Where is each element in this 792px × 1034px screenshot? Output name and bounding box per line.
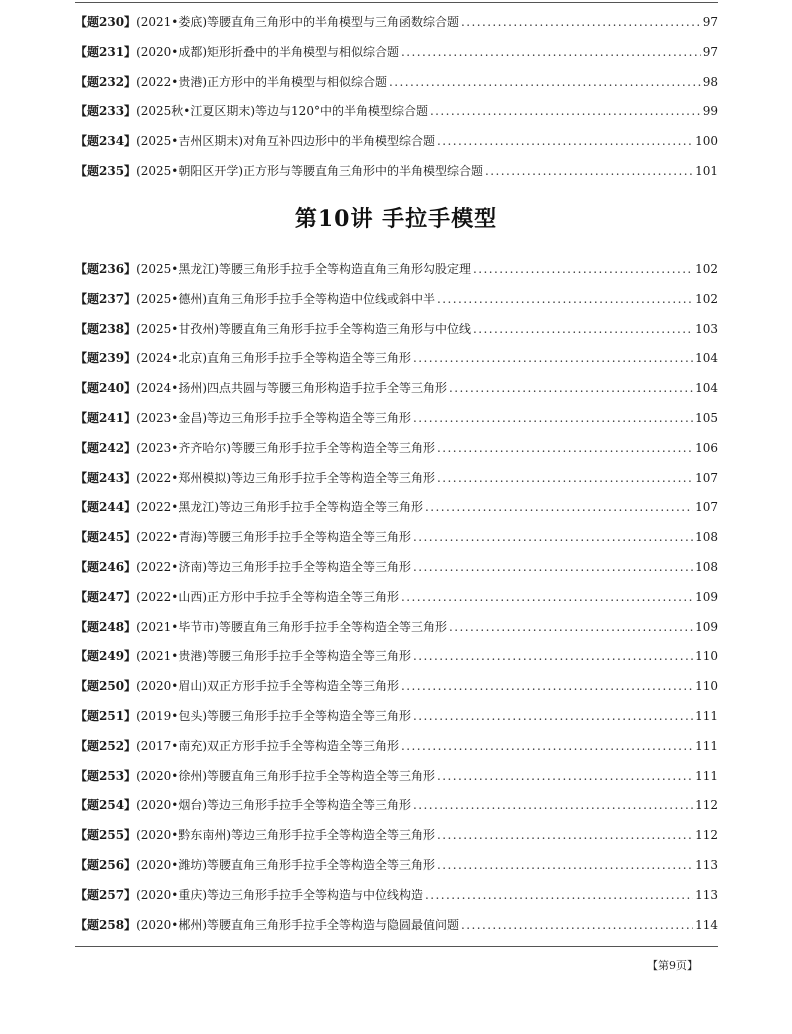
- toc-entry-page: 110: [695, 679, 718, 694]
- toc-entry[interactable]: [75, 613, 718, 643]
- toc-entry[interactable]: [75, 762, 718, 792]
- toc-dot-leader: [449, 613, 693, 643]
- toc-entry-page: 111: [695, 738, 718, 753]
- toc-entry-title: (2022•济南)等边三角形手拉手全等构造全等三角形: [136, 559, 412, 574]
- toc-entry-page: 108: [695, 530, 718, 545]
- toc-entry-title: (2025•朝阳区开学)正方形与等腰直角三角形中的半角模型综合题: [136, 163, 484, 178]
- toc-dot-leader: [473, 255, 693, 285]
- toc-dot-leader: [437, 127, 693, 157]
- toc-dot-leader: [437, 851, 693, 881]
- toc-entry-page: 110: [695, 649, 718, 664]
- toc-entry-page: 109: [695, 619, 718, 634]
- toc-dot-leader: [425, 493, 693, 523]
- toc-entry-number: 【题230】: [75, 15, 137, 29]
- toc-entry[interactable]: [75, 464, 718, 494]
- toc-dot-leader: [413, 791, 693, 821]
- toc-entry[interactable]: [75, 583, 718, 613]
- toc-dot-leader: [437, 434, 693, 464]
- section-heading: 第10讲 手拉手模型: [294, 206, 498, 232]
- toc-entry-page: 105: [695, 410, 718, 425]
- toc-dot-leader: [389, 68, 701, 98]
- toc-entry-page: 97: [702, 15, 718, 29]
- toc-entry-number: 【题250】: [75, 679, 137, 694]
- page-number: 【第9页】: [647, 959, 698, 972]
- toc-entry-number: 【题256】: [75, 857, 137, 872]
- toc-entry[interactable]: [75, 374, 718, 404]
- toc-entry-number: 【题237】: [75, 291, 137, 306]
- toc-entry-number: 【题251】: [75, 708, 137, 723]
- toc-entry-number: 【题257】: [75, 887, 137, 902]
- toc-entry-title: (2022•青海)等腰三角形手拉手全等构造全等三角形: [136, 530, 412, 545]
- toc-entry[interactable]: [75, 97, 718, 127]
- toc-entry-page: 98: [702, 74, 718, 89]
- toc-entry-title: (2025•吉州区期末)对角互补四边形中的半角模型综合题: [136, 134, 436, 149]
- toc-dot-leader: [425, 881, 693, 911]
- toc-dot-leader: [413, 523, 693, 553]
- toc-entry[interactable]: [75, 8, 718, 38]
- toc-dot-leader: [461, 8, 701, 38]
- toc-entry-page: 113: [695, 887, 718, 902]
- toc-entry-number: 【题240】: [75, 381, 137, 396]
- toc-entry[interactable]: [75, 255, 718, 285]
- toc-dot-leader: [401, 732, 693, 762]
- toc-entry-number: 【题233】: [75, 104, 137, 119]
- toc-entry-number: 【题242】: [75, 440, 137, 455]
- toc-entry-title: (2022•山西)正方形中手拉手全等构造全等三角形: [136, 589, 400, 604]
- toc-entry-title: (2023•金昌)等边三角形手拉手全等构造全等三角形: [136, 410, 412, 425]
- toc-entry-number: 【题248】: [75, 619, 137, 634]
- toc-dot-leader: [413, 344, 693, 374]
- toc-entry-page: 104: [695, 351, 718, 366]
- toc-entry-number: 【题241】: [75, 410, 137, 425]
- toc-entry-number: 【题252】: [75, 738, 137, 753]
- toc-entry-title: (2020•郴州)等腰直角三角形手拉手全等构造与隐圆最值问题: [136, 917, 460, 932]
- toc-entry-title: (2020•眉山)双正方形手拉手全等构造全等三角形: [136, 679, 400, 694]
- toc-entry-page: 106: [695, 440, 718, 455]
- toc-entry[interactable]: [75, 821, 718, 851]
- toc-entry-page: 102: [695, 262, 718, 276]
- toc-dot-leader: [449, 374, 693, 404]
- toc-entry-number: 【题246】: [75, 559, 137, 574]
- toc-entry[interactable]: [75, 315, 718, 345]
- toc-dot-leader: [437, 762, 693, 792]
- toc-entry-page: 103: [695, 321, 718, 336]
- toc-dot-leader: [473, 315, 693, 345]
- toc-entry-title: (2025秋•江夏区期末)等边与120°中的半角模型综合题: [136, 104, 428, 119]
- toc-entry-page: 107: [695, 470, 718, 485]
- toc-dot-leader: [401, 38, 701, 68]
- toc-entry[interactable]: [75, 702, 718, 732]
- toc-entry-page: 101: [695, 163, 718, 178]
- toc-entry-page: 112: [695, 798, 718, 813]
- toc-entry[interactable]: [75, 881, 718, 911]
- toc-dot-leader: [413, 404, 693, 434]
- toc-entry[interactable]: [75, 404, 718, 434]
- toc-entry-page: 100: [695, 134, 718, 149]
- toc-entry-page: 99: [702, 104, 718, 119]
- top-rule: [75, 2, 718, 3]
- toc-list-previous-section: [75, 8, 718, 187]
- toc-entry[interactable]: [75, 493, 718, 523]
- toc-entry[interactable]: [75, 68, 718, 98]
- toc-entry[interactable]: [75, 642, 718, 672]
- toc-entry[interactable]: [75, 553, 718, 583]
- toc-dot-leader: [485, 157, 693, 187]
- footer-rule: [75, 946, 718, 947]
- toc-entry-number: 【题234】: [75, 134, 137, 149]
- toc-entry-page: 112: [695, 828, 718, 843]
- toc-entry-title: (2021•娄底)等腰直角三角形中的半角模型与三角函数综合题: [136, 15, 460, 29]
- toc-entry-page: 111: [695, 708, 718, 723]
- toc-entry[interactable]: [75, 157, 718, 187]
- toc-entry-title: (2020•潍坊)等腰直角三角形手拉手全等构造全等三角形: [136, 857, 436, 872]
- toc-entry-number: 【题232】: [75, 74, 137, 89]
- toc-entry-number: 【题249】: [75, 649, 137, 664]
- toc-entry-number: 【题239】: [75, 351, 137, 366]
- toc-entry-number: 【题231】: [75, 44, 137, 59]
- toc-entry-title: (2022•郑州模拟)等边三角形手拉手全等构造全等三角形: [136, 470, 436, 485]
- toc-entry[interactable]: [75, 911, 718, 941]
- toc-entry-number: 【题235】: [75, 163, 137, 178]
- toc-entry-number: 【题255】: [75, 828, 137, 843]
- toc-entry-title: (2020•成都)矩形折叠中的半角模型与相似综合题: [136, 44, 400, 59]
- toc-entry-number: 【题243】: [75, 470, 137, 485]
- toc-entry[interactable]: [75, 434, 718, 464]
- toc-entry-title: (2021•贵港)等腰三角形手拉手全等构造全等三角形: [136, 649, 412, 664]
- toc-entry-title: (2025•德州)直角三角形手拉手全等构造中位线或斜中半: [136, 291, 436, 306]
- toc-entry-page: 108: [695, 559, 718, 574]
- toc-entry[interactable]: [75, 38, 718, 68]
- toc-entry-number: 【题254】: [75, 798, 137, 813]
- toc-entry-number: 【题258】: [75, 917, 137, 932]
- toc-entry-page: 109: [695, 589, 718, 604]
- toc-entry[interactable]: [75, 732, 718, 762]
- toc-entry-number: 【题236】: [75, 262, 137, 276]
- toc-entry-title: (2024•扬州)四点共圆与等腰三角形构造手拉手全等三角形: [136, 381, 448, 396]
- toc-dot-leader: [437, 821, 693, 851]
- toc-dot-leader: [413, 702, 693, 732]
- toc-dot-leader: [401, 583, 693, 613]
- toc-entry-page: 102: [695, 291, 718, 306]
- toc-dot-leader: [401, 672, 693, 702]
- toc-dot-leader: [437, 464, 693, 494]
- toc-entry-title: (2020•徐州)等腰直角三角形手拉手全等构造全等三角形: [136, 768, 436, 783]
- toc-entry-page: 111: [695, 768, 718, 783]
- toc-entry[interactable]: [75, 344, 718, 374]
- toc-entry-number: 【题253】: [75, 768, 137, 783]
- toc-entry[interactable]: [75, 791, 718, 821]
- toc-entry-number: 【题247】: [75, 589, 137, 604]
- toc-dot-leader: [413, 553, 693, 583]
- toc-entry[interactable]: [75, 851, 718, 881]
- toc-entry-title: (2020•烟台)等边三角形手拉手全等构造全等三角形: [136, 798, 412, 813]
- toc-entry-number: 【题245】: [75, 530, 137, 545]
- toc-entry[interactable]: [75, 285, 718, 315]
- toc-entry-page: 107: [695, 500, 718, 515]
- toc-entry-title: (2025•黑龙江)等腰三角形手拉手全等构造直角三角形勾股定理: [136, 262, 472, 276]
- toc-dot-leader: [413, 642, 693, 672]
- toc-entry-title: (2017•南充)双正方形手拉手全等构造全等三角形: [136, 738, 400, 753]
- toc-entry-title: (2021•毕节市)等腰直角三角形手拉手全等构造全等三角形: [136, 619, 448, 634]
- toc-entry[interactable]: [75, 672, 718, 702]
- toc-entry-title: (2020•黔东南州)等边三角形手拉手全等构造全等三角形: [136, 828, 436, 843]
- toc-entry[interactable]: [75, 523, 718, 553]
- toc-dot-leader: [461, 911, 693, 941]
- toc-list-lecture-10: [75, 255, 718, 940]
- toc-entry-page: 104: [695, 381, 718, 396]
- toc-entry[interactable]: [75, 127, 718, 157]
- toc-dot-leader: [437, 285, 693, 315]
- toc-entry-title: (2025•甘孜州)等腰直角三角形手拉手全等构造三角形与中位线: [136, 321, 472, 336]
- toc-entry-title: (2019•包头)等腰三角形手拉手全等构造全等三角形: [136, 708, 412, 723]
- toc-entry-title: (2020•重庆)等边三角形手拉手全等构造与中位线构造: [136, 887, 424, 902]
- toc-entry-title: (2023•齐齐哈尔)等腰三角形手拉手全等构造全等三角形: [136, 440, 436, 455]
- toc-entry-title: (2024•北京)直角三角形手拉手全等构造全等三角形: [136, 351, 412, 366]
- toc-entry-number: 【题238】: [75, 321, 137, 336]
- toc-entry-title: (2022•黑龙江)等边三角形手拉手全等构造全等三角形: [136, 500, 424, 515]
- toc-entry-number: 【题244】: [75, 500, 137, 515]
- toc-entry-page: 114: [695, 917, 718, 932]
- toc-entry-page: 113: [695, 857, 718, 872]
- toc-entry-page: 97: [702, 44, 718, 59]
- toc-entry-title: (2022•贵港)正方形中的半角模型与相似综合题: [136, 74, 388, 89]
- toc-dot-leader: [430, 97, 701, 127]
